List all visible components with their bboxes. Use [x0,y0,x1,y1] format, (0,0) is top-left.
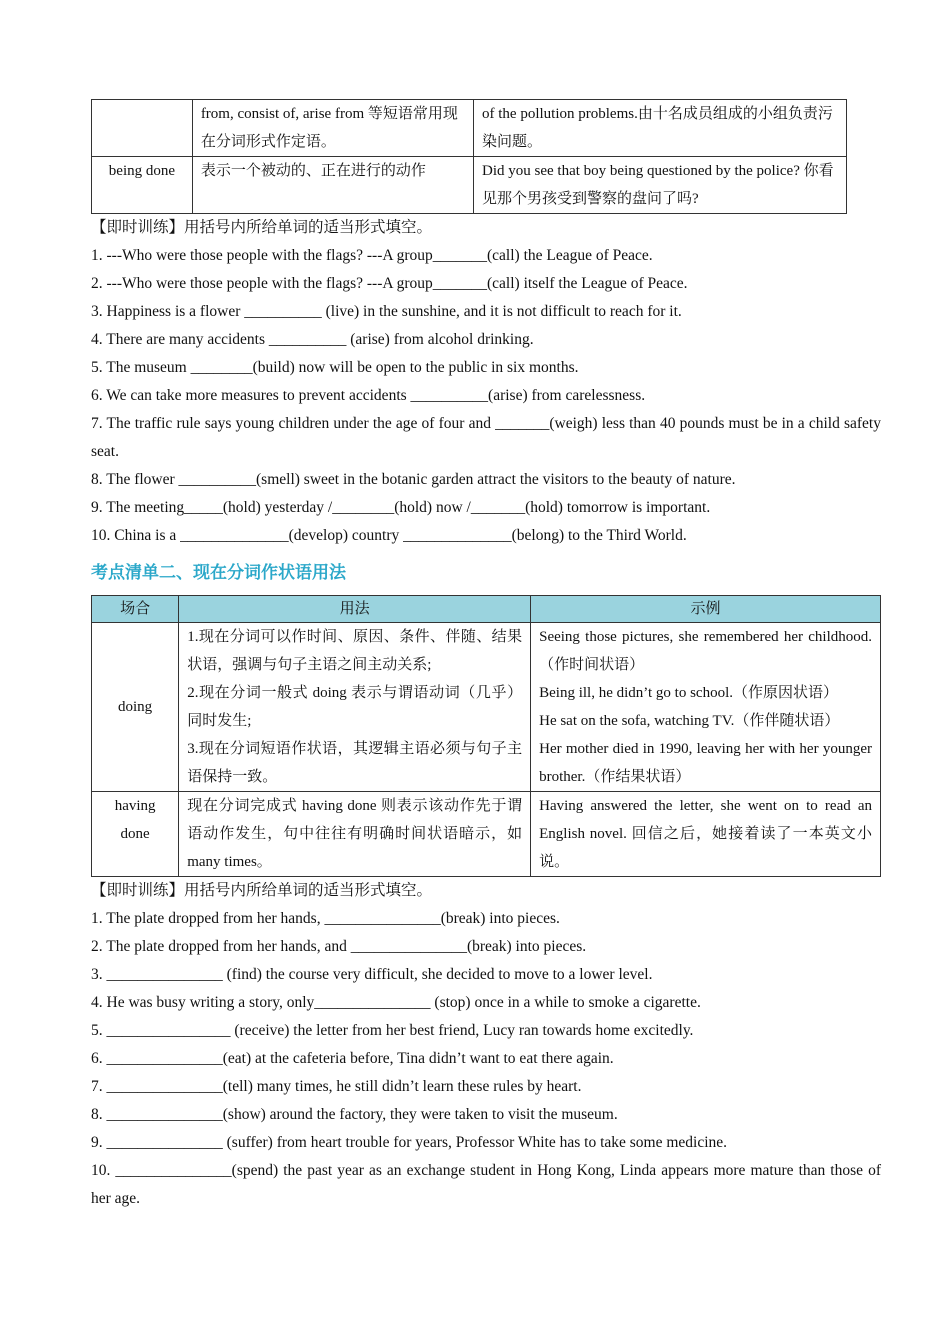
usage-line: 1.现在分词可以作时间、原因、条件、伴随、结果状语，强调与句子主语之间主动关系; [187,629,523,673]
form-cell: having done [92,792,179,877]
table-row [92,157,847,214]
form-cell: doing [92,623,179,792]
exercise-item: 5. ________________ (receive) the letter from her best friend, Lucy ran towards home excitedly. [91,1022,694,1039]
table-row [92,792,881,877]
exercise-item: 9. _______________ (suffer) from heart trouble for years, Professor White has to take some medicine. [91,1134,728,1151]
exercise-item: 10. China is a ______________(develop) country ______________(belong) to the Third World. [91,527,687,544]
example-line: Her mother died in 1990, leaving her with her younger brother.（作结果状语） [539,741,872,785]
column-header: 用法 [179,596,531,623]
exercise-heading: 【即时训练】用括号内所给单词的适当形式填空。 [91,882,433,899]
exercise-item: 8. The flower __________(smell) sweet in the botanic garden attract the visitors to the beauty of nature. [91,471,736,488]
form-cell [92,100,193,157]
exercise-item: 10. _______________(spend) the past year as an exchange student in Hong Kong, Linda appears more mature than those of her age. [91,1162,881,1207]
participle-adverbial-table [91,595,881,877]
exercise-item: 7. The traffic rule says young children under the age of four and _______(weigh) less than 40 pounds must be in a child safety seat. [91,415,881,460]
exercise-2 [91,877,881,1213]
example-line: Seeing those pictures, she remembered her childhood.（作时间状语） [539,629,872,673]
exercise-item: 7. _______________(tell) many times, he still didn’t learn these rules by heart. [91,1078,582,1095]
usage-line: 2.现在分词一般式 doing 表示与谓语动词（几乎）同时发生; [187,685,523,729]
usage-cell [179,792,531,877]
usage-cell [179,623,531,792]
exercise-item: 9. The meeting_____(hold) yesterday /________(hold) now /_______(hold) tomorrow is important. [91,499,711,516]
form-cell: being done [92,157,193,214]
table-row [92,623,881,792]
example-cell [531,792,881,877]
section-title: 考点清单二、现在分词作状语用法 [91,563,346,583]
exercise-item: 5. The museum ________(build) now will be open to the public in six months. [91,359,579,376]
exercise-item: 6. We can take more measures to prevent accidents __________(arise) from carelessness. [91,387,646,404]
exercise-item: 4. He was busy writing a story, only_______________ (stop) once in a while to smoke a cigarette. [91,994,701,1011]
exercise-1 [91,214,881,550]
exercise-item: 1. The plate dropped from her hands, _______________(break) into pieces. [91,910,560,927]
document-page [91,99,881,1213]
example-cell: Did you see that boy being questioned by the police? 你看见那个男孩受到警察的盘问了吗? [474,157,847,214]
example-line: Having answered the letter, she went on to read an English novel. 回信之后，她接着读了一本英文小说。 [539,798,872,870]
example-line: He sat on the sofa, watching TV.（作伴随状语） [539,713,840,729]
column-header: 场合 [92,596,179,623]
usage-line: 现在分词完成式 having done 则表示该动作先于谓语动作发生，句中往往有明确时间状语暗示，如 many times。 [187,798,523,870]
participle-attribute-table [91,99,847,214]
exercise-item: 2. ---Who were those people with the flags? ---A group_______(call) itself the League of Peace. [91,275,688,292]
exercise-item: 1. ---Who were those people with the flags? ---A group_______(call) the League of Peace. [91,247,653,264]
table-row [92,100,847,157]
exercise-item: 3. _______________ (find) the course very difficult, she decided to move to a lower level. [91,966,653,983]
exercise-item: 3. Happiness is a flower __________ (live) in the sunshine, and it is not difficult to reach for it. [91,303,682,320]
usage-line: 3.现在分词短语作状语，其逻辑主语必须与句子主语保持一致。 [187,741,523,785]
example-cell [531,623,881,792]
exercise-item: 6. _______________(eat) at the cafeteria before, Tina didn’t want to eat there again. [91,1050,614,1067]
example-cell: of the pollution problems.由十名成员组成的小组负责污染问题。 [474,100,847,157]
exercise-item: 8. _______________(show) around the factory, they were taken to visit the museum. [91,1106,618,1123]
usage-cell: from, consist of, arise from 等短语常用现在分词形式作定语。 [192,100,473,157]
column-header: 示例 [531,596,881,623]
table-header-row [92,596,881,623]
exercise-item: 2. The plate dropped from her hands, and _______________(break) into pieces. [91,938,587,955]
exercise-heading: 【即时训练】用括号内所给单词的适当形式填空。 [91,219,433,236]
exercise-item: 4. There are many accidents __________ (arise) from alcohol drinking. [91,331,534,348]
usage-cell: 表示一个被动的、正在进行的动作 [192,157,473,214]
example-line: Being ill, he didn’t go to school.（作原因状语） [539,685,838,701]
